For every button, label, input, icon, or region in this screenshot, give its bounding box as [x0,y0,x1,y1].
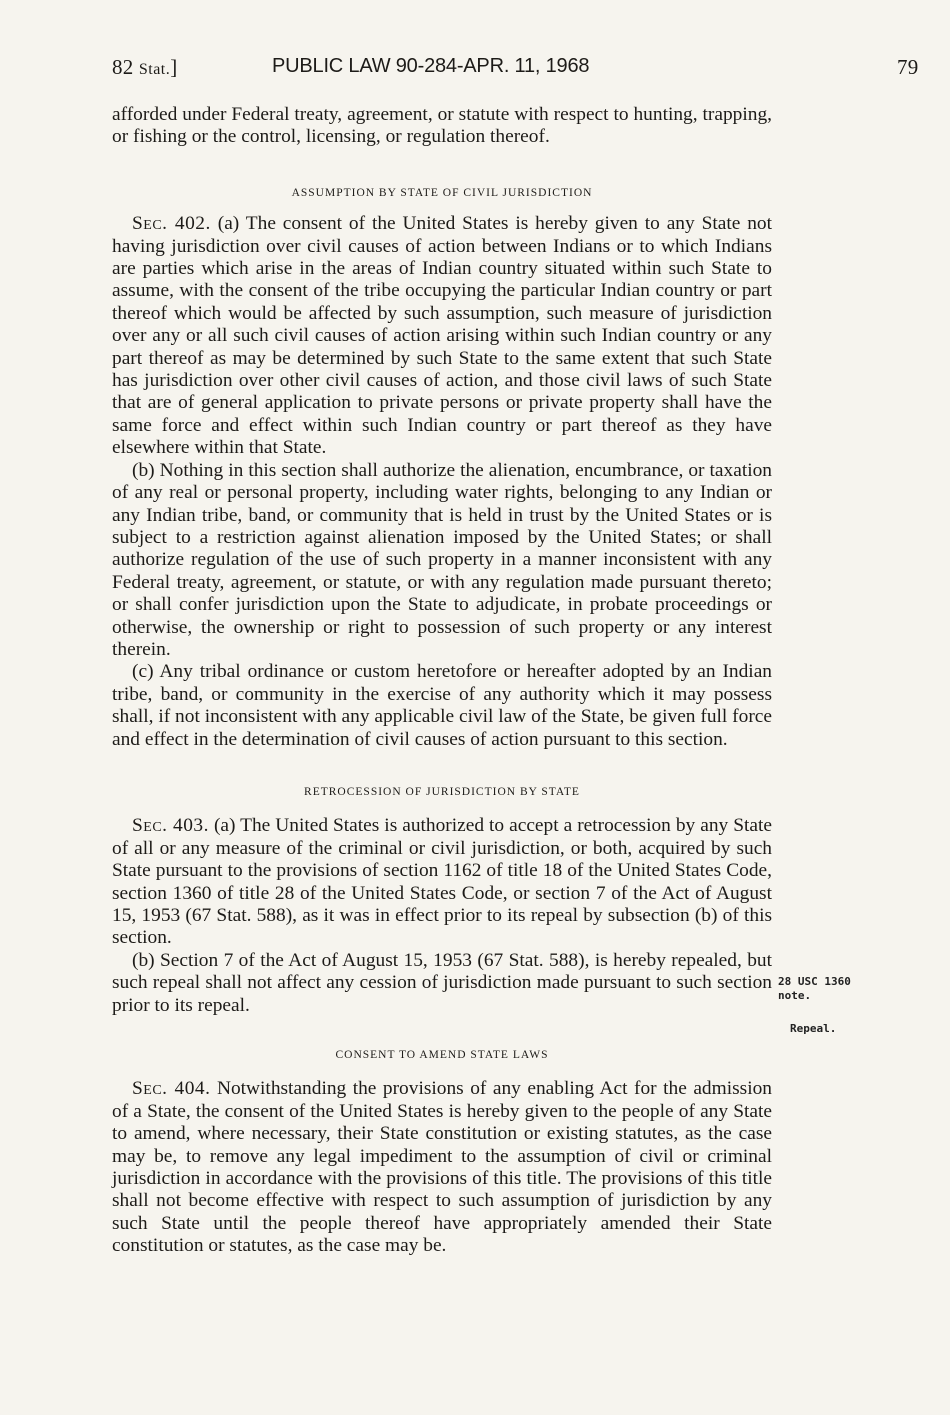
sec-402-a [112,213,772,459]
sec-402-a-text: (a) The consent of the United States is hereby given to any State not having jurisdiction over civil causes of action between Indians or to which Indians are parties which arise in the areas of Indian country situated within such State to assume, with the consent of the tribe occupying the particular Indian country or part thereof which would be affected by such assumption, such measure of jurisdiction over any or all such civil causes of action arising within such Indian country or any part thereof as may be determined by such State to the same extent that such State has jurisdiction over other civil causes of action, and those civil laws of such State that are of general application to private persons or private property shall have the same force and effect within such Indian country or part thereof as they have elsewhere within that State. [112,213,773,459]
body-text [112,104,772,1258]
running-title: PUBLIC LAW 90-284-APR. 11, 1968 [272,55,590,77]
section-heading-403: RETROCESSION OF JURISDICTION BY STATE [304,785,580,798]
margin-note-usc-line2: note. [778,989,812,1002]
stat-reference [112,55,177,80]
margin-note-usc-line1: 28 USC 1360 [778,975,851,988]
sec-403-b: (b) Section 7 of the Act of August 15, 1953 (67 Stat. 588), is hereby repealed, but such repeal shall not affect any cession of jurisdiction made pursuant to such section prior to its repeal. [112,949,772,1016]
sec-403-a [112,815,772,949]
sec-404 [112,1078,772,1257]
sec-404-label: Sec. 404. [132,1078,211,1100]
sec-402-label: Sec. 402. [132,213,211,235]
stat-label: Stat. [138,61,171,78]
stat-volume: 82 [112,55,134,79]
section-heading-402: ASSUMPTION BY STATE OF CIVIL JURISDICTION [291,186,593,199]
margin-note-usc [778,975,851,1003]
sec-403-label: Sec. 403. [132,815,209,837]
page-number: 79 [897,55,919,79]
sec-402-c: (c) Any tribal ordinance or custom heretofore or hereafter adopted by an Indian tribe, band, or community in the exercise of any authority which it may possess shall, if not inconsistent with any applicable civil law of the State, be given full force and effect in the determination of civil causes of action pursuant to this section. [112,661,772,750]
section-heading-404: CONSENT TO AMEND STATE LAWS [335,1049,549,1062]
continuation-paragraph: afforded under Federal treaty, agreement, or statute with respect to hunting, trapping, or fishing or the control, licensing, or regulation thereof. [112,104,772,148]
sec-403-a-text: (a) The United States is authorized to accept a retrocession by any State of all or any measure of the criminal or civil jurisdiction, or both, acquired by such State pursuant to the provisions of section 1162 of title 18 of the United States Code, section 1360 of title 28 of the United States Code, or section 7 of the Act of August 15, 1953 (67 Stat. 588), as it was in effect prior to its repeal by subsection (b) of this section. [112,815,772,949]
sec-404-text: Notwithstanding the provisions of any enabling Act for the admission of a State, the consent of the United States is hereby given to the people of any State to amend, where necessary, their State constitution or existing statutes, as the case may be, to remove any legal impediment to the assumption of civil or criminal jurisdiction in accordance with the provisions of this title. The provisions of this title shall not become effective with respect to such assumption of jurisdiction by any such State until the people thereof have appropriately amended their State constitution or statutes, as the case may be. [112,1078,772,1257]
margin-note-repeal: Repeal. [790,1022,837,1035]
stat-bracket: ] [170,55,178,79]
sec-402-b: (b) Nothing in this section shall authorize the alienation, encumbrance, or taxation of any real or personal property, including water rights, belonging to any Indian or any Indian tribe, band, or community that is held in trust by the United States or is subject to a restriction against alienation imposed by the United States; or shall authorize regulation of the use of such property in a manner inconsistent with any Federal treaty, agreement, or statute, or with any regulation made pursuant thereto; or shall confer jurisdiction upon the State to adjudicate, in probate proceedings or otherwise, the ownership or right to possession of such property or any interest therein. [112,459,772,660]
